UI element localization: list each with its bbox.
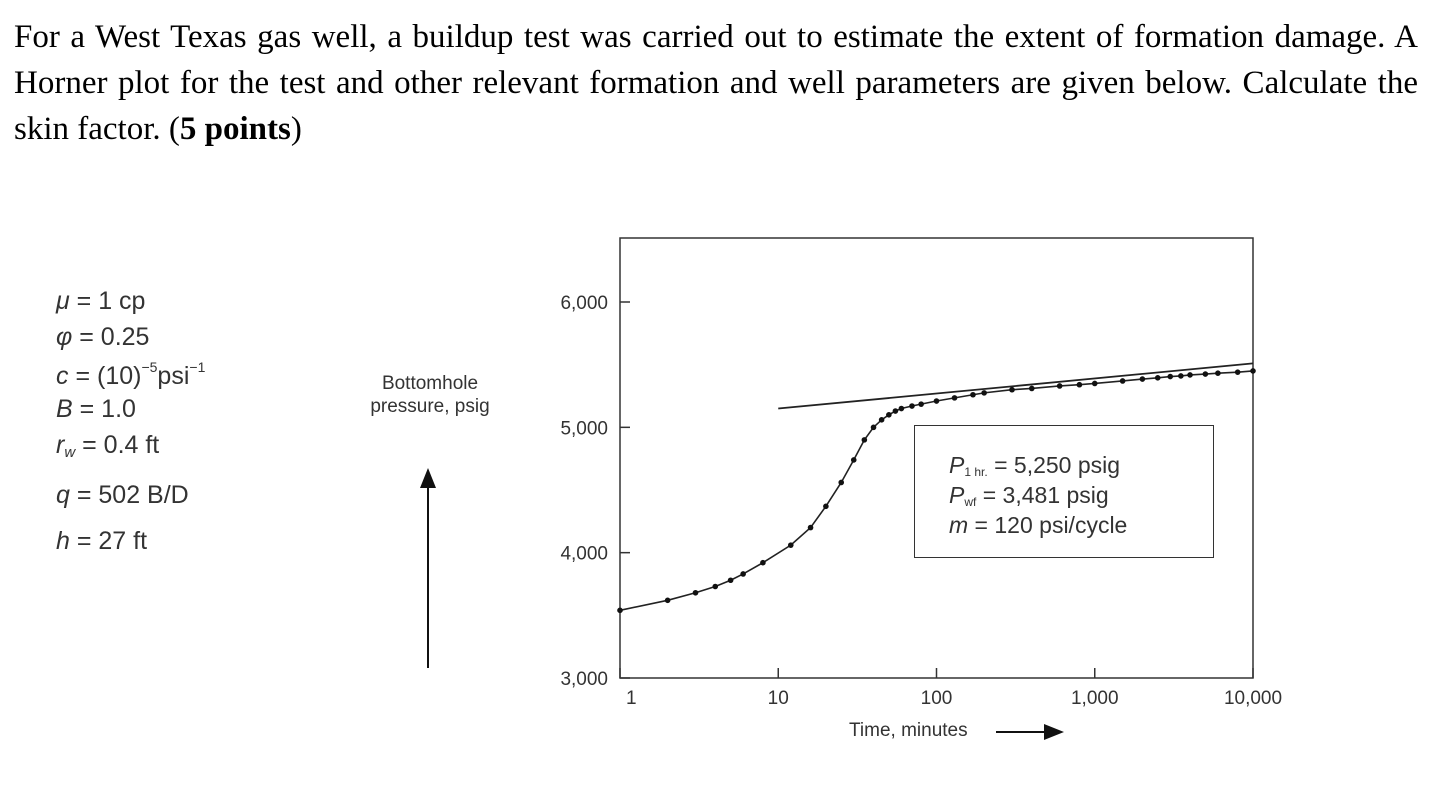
data-point <box>1178 373 1184 379</box>
data-point <box>1057 383 1063 389</box>
param-q: q = 502 B/D <box>56 481 189 509</box>
y-arrow-icon <box>420 468 436 488</box>
data-point <box>1092 381 1098 387</box>
annotation-m: m = 120 psi/cycle <box>949 512 1128 538</box>
data-point <box>740 571 746 577</box>
y-tick-label: 3,000 <box>560 669 608 690</box>
y-tick-label: 4,000 <box>560 543 608 565</box>
data-point <box>1077 382 1083 388</box>
annotation-pwf: $P_{wf} = 3,481$ psig <box>949 482 1109 509</box>
y-tick-label: 6,000 <box>560 293 608 314</box>
data-point <box>1120 378 1126 384</box>
param-mu: μ = 1 cp <box>56 287 146 315</box>
question-close: ) <box>290 111 302 147</box>
data-point <box>760 560 766 566</box>
semilog-straight-line <box>778 363 1253 408</box>
data-point <box>886 412 892 418</box>
data-point <box>712 584 718 590</box>
annotation-p1hr: $P_{1 hr.} = 5,250$ psig <box>949 452 1121 479</box>
data-point <box>665 597 671 603</box>
data-point <box>1215 370 1221 376</box>
y-tick-label: 5,000 <box>560 418 608 440</box>
data-point <box>981 390 987 396</box>
data-point <box>1029 386 1035 392</box>
data-point <box>1187 372 1193 378</box>
data-point <box>1155 375 1161 381</box>
data-point <box>918 401 924 407</box>
data-point <box>1203 371 1209 377</box>
data-point <box>952 395 958 401</box>
x-tick-label: 10,000 <box>1223 688 1283 709</box>
data-point <box>970 392 976 398</box>
data-point <box>788 542 794 548</box>
question-body: For a West Texas gas well, a buildup test was carried out to estimate the extent of formation damage. A Horner plot for the test and other relevant formation and well parameters are given below. Calculate the skin factor. ( <box>14 19 1418 147</box>
param-c: $c = (10)^{-5}psi^{-1}$ <box>56 359 206 390</box>
data-point <box>1235 369 1241 375</box>
x-arrow-icon <box>1044 724 1064 740</box>
param-h: h = 27 ft <box>56 527 148 555</box>
data-point <box>808 525 814 531</box>
param-phi: φ = 0.25 <box>56 323 150 351</box>
x-tick-label: 1 <box>626 688 637 709</box>
x-tick-label: 1,000 <box>1070 688 1119 709</box>
data-point <box>1167 374 1173 380</box>
x-tick-label: 10 <box>767 688 789 709</box>
y-axis-label: Bottomhole pressure, psig <box>370 373 490 417</box>
data-point <box>1140 376 1146 382</box>
data-point <box>851 457 857 463</box>
data-point <box>1250 368 1256 374</box>
data-point <box>893 408 899 414</box>
data-point <box>934 398 940 404</box>
data-point <box>693 590 699 596</box>
param-b: B = 1.0 <box>56 395 136 423</box>
data-point <box>871 425 877 431</box>
x-axis-label: Time, minutes <box>849 720 968 741</box>
question-points: 5 points <box>179 111 291 147</box>
annotation-box <box>914 425 1214 558</box>
data-point <box>899 406 905 412</box>
data-point <box>838 480 844 486</box>
data-point <box>617 608 623 614</box>
x-tick-label: 100 <box>920 688 953 709</box>
data-point <box>879 417 885 423</box>
param-rw: $r_w = 0.4$ ft <box>56 431 160 461</box>
data-point <box>1009 387 1015 393</box>
data-point <box>823 503 829 509</box>
data-point <box>728 577 734 583</box>
data-point <box>909 403 915 409</box>
data-point <box>862 437 868 443</box>
